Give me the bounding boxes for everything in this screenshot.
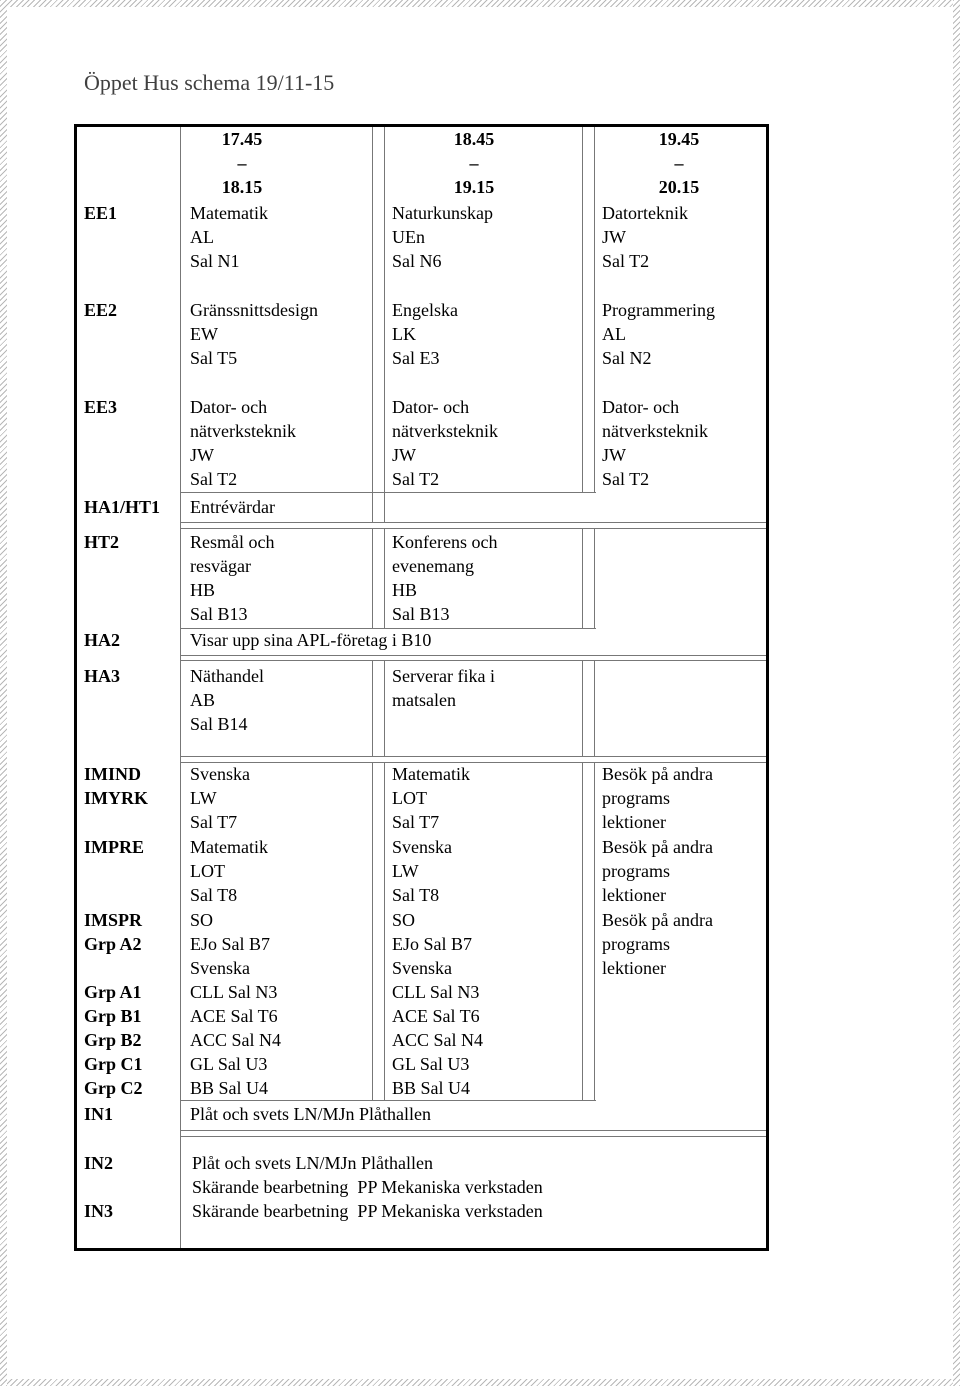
page-title: Öppet Hus schema 19/11-15 (84, 70, 335, 95)
session-imind-slot2: Matematik LOT Sal T7 (392, 764, 470, 832)
time-slot-start: 18.45 (453, 129, 495, 149)
session-imspr-slot2: SO EJo Sal B7 Svenska CLL Sal N3 ACE Sal T6 ACC Sal N4 GL Sal U3 BB Sal U4 (392, 910, 484, 1098)
column-divider-slot2 (594, 660, 595, 756)
column-divider-slot2 (582, 660, 583, 756)
row-divider (181, 1100, 596, 1101)
session-ee2-slot2: Engelska LK Sal E3 (392, 300, 458, 368)
row-divider (181, 1136, 766, 1137)
session-impre-slot1: Matematik LOT Sal T8 (190, 837, 268, 905)
session-impre-slot3: Besök på andra programs lektioner (602, 837, 713, 905)
row-label-imind: IMIND IMYRK (84, 764, 148, 808)
session-ee3-slot2: Dator- och nätverksteknik JW Sal T2 (392, 397, 498, 489)
column-divider-slot1 (384, 127, 385, 522)
row-label-ha2: HA2 (84, 630, 120, 650)
row-label-ee2: EE2 (84, 300, 118, 320)
session-ht2-slot2: Konferens och evenemang HB Sal B13 (392, 532, 498, 624)
column-divider-slot1 (372, 762, 373, 1100)
column-divider-slot2 (594, 127, 595, 492)
time-slot-dash: – (237, 153, 247, 173)
session-ee1-slot1: Matematik AL Sal N1 (190, 203, 268, 271)
session-ee1-slot2: Naturkunskap UEn Sal N6 (392, 203, 493, 271)
row-divider (181, 528, 766, 529)
session-ht2-slot1: Resmål och resvägar HB Sal B13 (190, 532, 275, 624)
row-divider (181, 492, 596, 493)
time-slot-start: 17.45 (221, 129, 263, 149)
session-ha3-slot2: Serverar fika i matsalen (392, 666, 495, 710)
time-slot-end: 19.15 (453, 177, 495, 197)
decorative-border-left (0, 0, 7, 1386)
column-divider-slot1 (372, 660, 373, 756)
decorative-border-right (953, 0, 960, 1386)
row-label-ha3: HA3 (84, 666, 120, 686)
row-label-in2-in3: IN2 IN3 (84, 1153, 114, 1221)
row-divider (181, 660, 766, 661)
session-ha3-slot1: Näthandel AB Sal B14 (190, 666, 264, 734)
session-imind-slot1: Svenska LW Sal T7 (190, 764, 250, 832)
decorative-border-top (0, 0, 960, 7)
column-divider-slot2 (594, 528, 595, 628)
time-slot-dash: – (674, 153, 684, 173)
row-label-ht2: HT2 (84, 532, 120, 552)
row-label-ha1ht1: HA1/HT1 (84, 497, 161, 517)
session-imspr-slot1: SO EJo Sal B7 Svenska CLL Sal N3 ACE Sal T6 ACC Sal N4 GL Sal U3 BB Sal U4 (190, 910, 282, 1098)
column-divider-slot1 (372, 127, 373, 522)
column-divider-slot1 (384, 528, 385, 628)
session-ee3-slot3: Dator- och nätverksteknik JW Sal T2 (602, 397, 708, 489)
column-divider-slot2 (582, 762, 583, 1100)
table-border-left (74, 124, 77, 1251)
row-divider (181, 1130, 766, 1131)
decorative-border-bottom (0, 1379, 960, 1386)
time-slot-dash: – (469, 153, 479, 173)
row-label-impre: IMPRE (84, 837, 144, 857)
column-divider-slot2 (582, 528, 583, 628)
table-border-right (766, 124, 769, 1251)
column-divider-slot1 (384, 660, 385, 756)
session-imind-slot3: Besök på andra programs lektioner (602, 764, 713, 832)
session-in1-all: Plåt och svets LN/MJn Plåthallen (190, 1104, 431, 1124)
column-divider-slot2 (594, 762, 595, 1100)
time-slot-start: 19.45 (658, 129, 700, 149)
time-slot-end: 20.15 (658, 177, 700, 197)
session-ha1ht1-all: Entrévärdar (190, 497, 275, 517)
row-divider (181, 756, 766, 757)
time-slot-end: 18.15 (221, 177, 263, 197)
column-divider-slot1 (384, 762, 385, 1100)
row-label-ee1: EE1 (84, 203, 118, 223)
column-divider-label (180, 127, 181, 1248)
session-ee2-slot1: Gränssnittsdesign EW Sal T5 (190, 300, 318, 368)
session-ee2-slot3: Programmering AL Sal N2 (602, 300, 715, 368)
session-ee3-slot1: Dator- och nätverksteknik JW Sal T2 (190, 397, 296, 489)
session-ha2-all: Visar upp sina APL-företag i B10 (190, 630, 432, 650)
row-divider (181, 655, 766, 656)
column-divider-slot1 (372, 528, 373, 628)
column-divider-slot2 (582, 127, 583, 492)
session-imspr-slot3: Besök på andra programs lektioner (602, 910, 713, 978)
table-border-bottom (74, 1248, 769, 1251)
session-ee1-slot3: Datorteknik JW Sal T2 (602, 203, 688, 271)
row-label-imspr: IMSPR Grp A2 Grp A1 Grp B1 Grp B2 Grp C1 Grp C2 (84, 910, 143, 1098)
row-label-ee3: EE3 (84, 397, 118, 417)
row-label-in1: IN1 (84, 1104, 114, 1124)
session-impre-slot2: Svenska LW Sal T8 (392, 837, 452, 905)
session-in2-in3-all: Plåt och svets LN/MJn Plåthallen Skärande bearbetning PP Mekaniska verkstaden Skärande bearbetning PP Mekaniska verkstaden (192, 1153, 543, 1221)
row-divider (181, 522, 766, 523)
